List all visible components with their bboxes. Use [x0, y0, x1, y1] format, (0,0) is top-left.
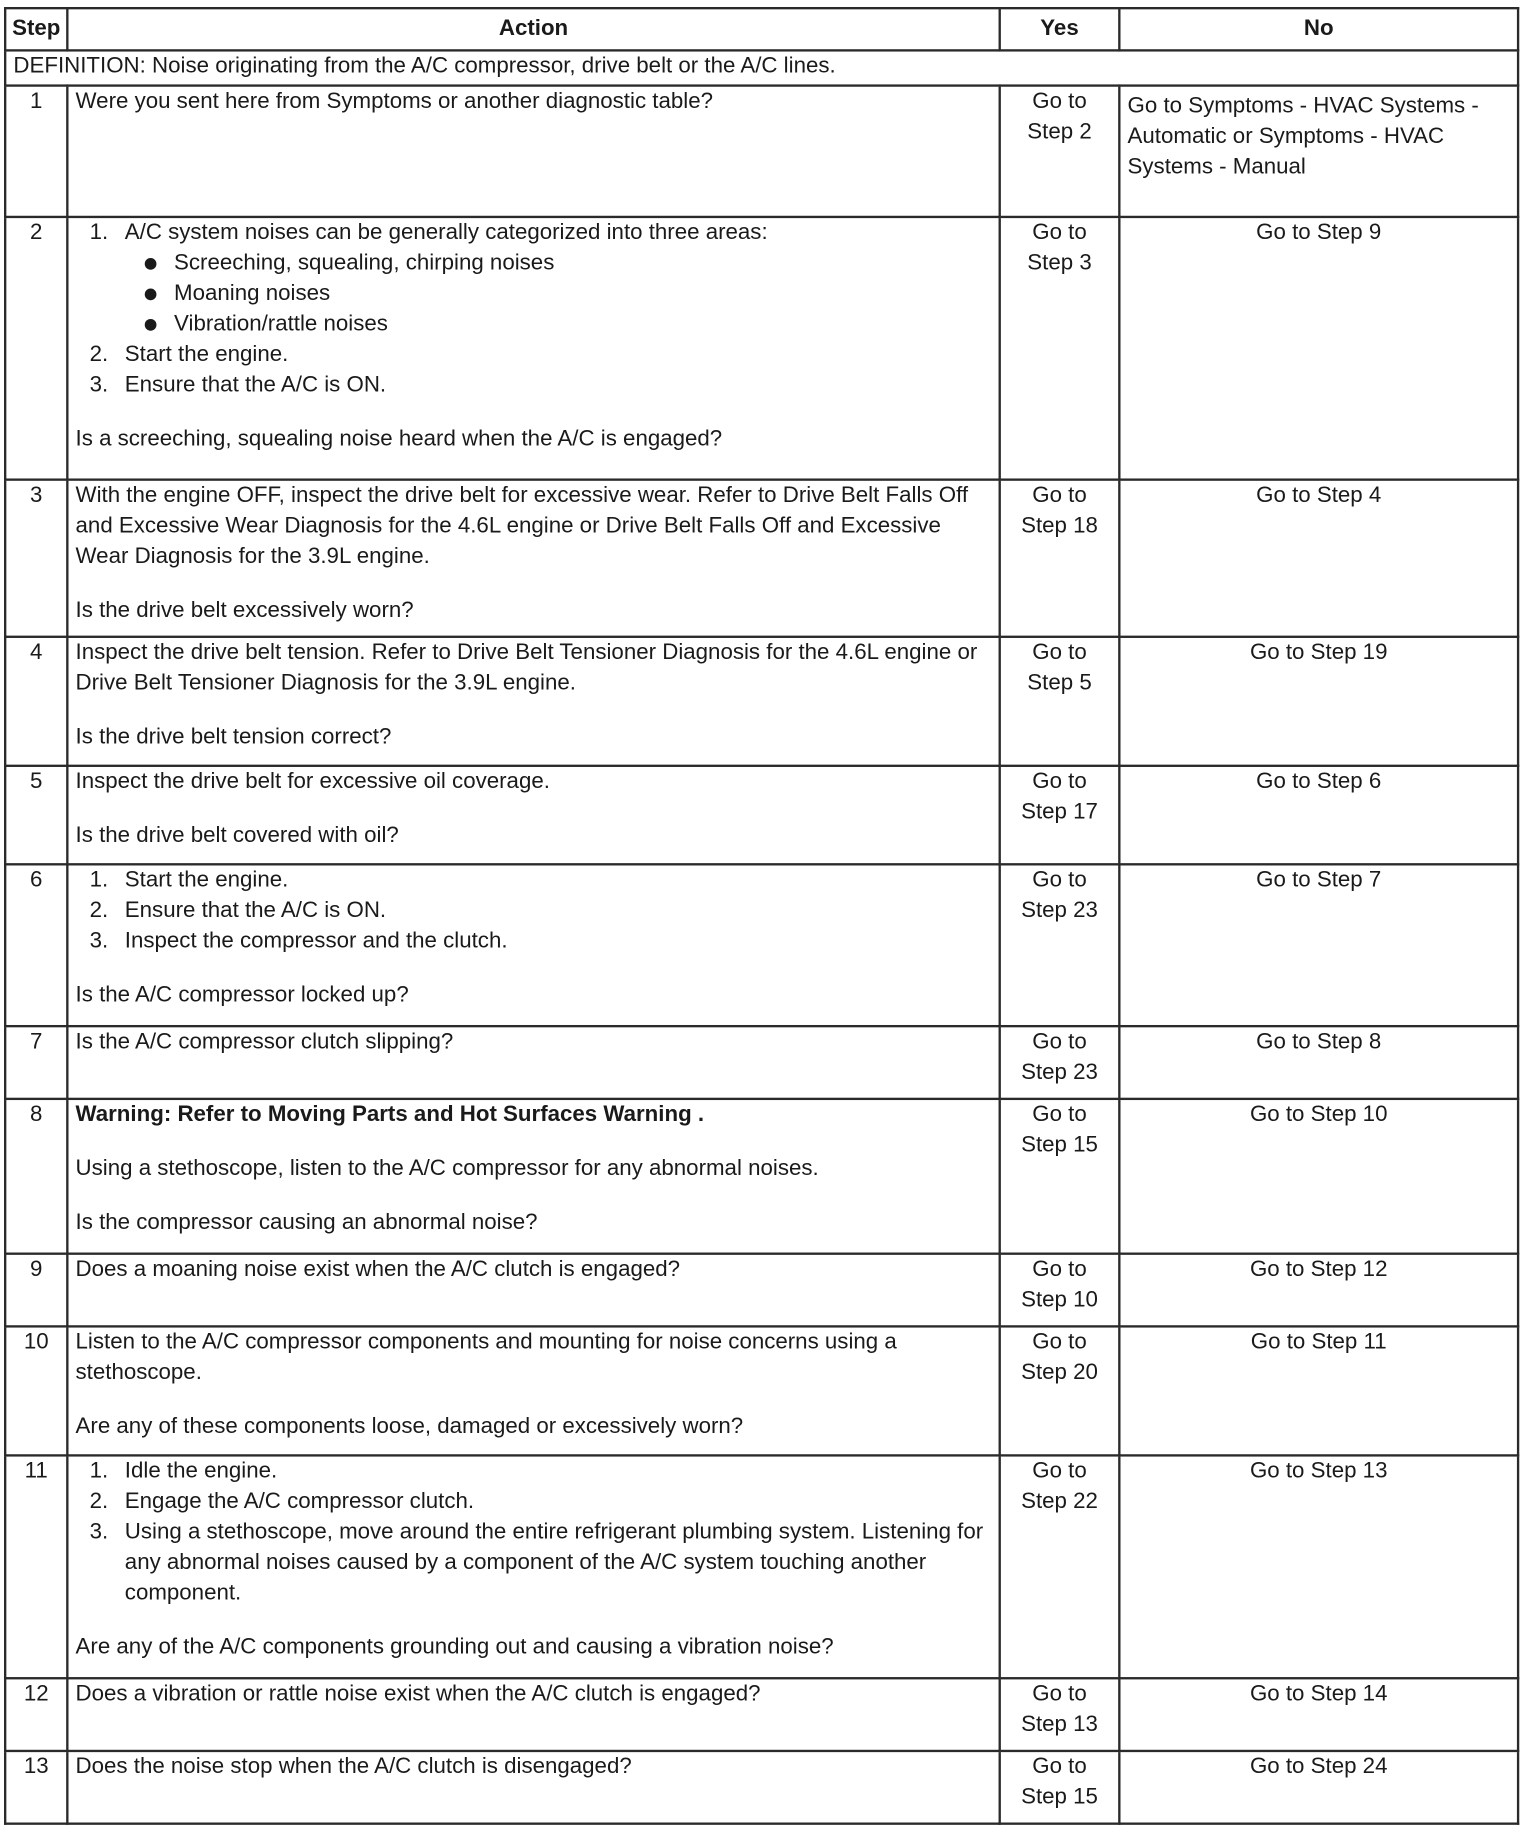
step-no: Go to Step 8 — [1119, 1026, 1518, 1099]
bullet-item: Screeching, squealing, chirping noises — [76, 249, 992, 279]
yes-line-1: Go to — [1032, 89, 1087, 114]
yes-line-1: Go to — [1032, 867, 1087, 893]
step-instruction: Using a stethoscope, listen to the A/C compressor for any abnormal noises. — [75, 1156, 819, 1181]
step-action — [67, 86, 999, 217]
step-yes — [1000, 1751, 1120, 1824]
step-action — [67, 217, 999, 480]
step-question: Are any of the A/C components grounding out and causing a vibration noise? — [75, 1634, 834, 1660]
yes-line-2: Step 23 — [1021, 1060, 1098, 1085]
yes-line-1: Go to — [1032, 1329, 1087, 1355]
step-action — [67, 864, 999, 1026]
yes-line-1: Go to — [1032, 1458, 1087, 1484]
table-row — [5, 1751, 1518, 1824]
step-action — [67, 480, 999, 637]
table-row — [5, 480, 1518, 637]
step-yes — [1000, 1326, 1120, 1455]
step-no: Go to Step 11 — [1119, 1326, 1518, 1455]
step-question: Is the drive belt excessively worn? — [75, 598, 414, 623]
step-action — [67, 1099, 999, 1254]
step-yes — [1000, 1678, 1120, 1751]
step-no: Go to Step 14 — [1119, 1678, 1518, 1751]
list-item: 1. Start the engine. — [89, 867, 289, 893]
header-step: Step — [5, 8, 67, 50]
bullet-item: Moaning noises — [76, 279, 992, 309]
step-action — [67, 1326, 999, 1455]
bullet-list — [76, 249, 992, 340]
yes-line-2: Step 3 — [1027, 250, 1092, 276]
step-question: Is the A/C compressor clutch slipping? — [75, 1029, 454, 1055]
step-action — [67, 637, 999, 766]
step-number: 9 — [5, 1254, 67, 1327]
yes-line-2: Step 23 — [1021, 898, 1098, 923]
numbered-list — [76, 1457, 992, 1609]
step-number: 4 — [5, 637, 67, 766]
step-no: Go to Step 7 — [1119, 864, 1518, 1026]
yes-line-1: Go to — [1032, 1102, 1087, 1128]
step-yes — [1000, 1254, 1120, 1327]
step-instruction: Inspect the drive belt for excessive oil coverage. — [75, 769, 550, 794]
step-number: 6 — [5, 864, 67, 1026]
list-item: 2. Engage the A/C compressor clutch. — [89, 1489, 475, 1515]
step-number: 1 — [5, 86, 67, 217]
yes-line-2: Step 15 — [1021, 1132, 1098, 1158]
list-item: 3. Inspect the compressor and the clutch. — [89, 928, 508, 954]
step-yes — [1000, 1455, 1120, 1678]
yes-line-1: Go to — [1032, 1029, 1087, 1055]
definition-row — [5, 50, 1518, 85]
numbered-list — [76, 865, 992, 956]
list-item: 2. Ensure that the A/C is ON. — [89, 898, 387, 923]
yes-line-2: Step 13 — [1021, 1712, 1098, 1737]
step-yes — [1000, 480, 1120, 637]
step-yes — [1000, 217, 1120, 480]
table-row — [5, 1326, 1518, 1455]
list-item: 1. Idle the engine. — [89, 1458, 278, 1484]
yes-line-2: Step 15 — [1021, 1784, 1098, 1810]
step-question: Is a screeching, squealing noise heard when the A/C is engaged? — [75, 426, 723, 452]
step-yes — [1000, 766, 1120, 865]
list-item: 3. Ensure that the A/C is ON. — [89, 372, 387, 398]
step-question: Does a vibration or rattle noise exist when the A/C clutch is engaged? — [75, 1681, 761, 1707]
step-number: 8 — [5, 1099, 67, 1254]
table-row — [5, 864, 1518, 1026]
step-number: 13 — [5, 1751, 67, 1824]
step-no: Go to Step 13 — [1119, 1455, 1518, 1678]
step-question: Does the noise stop when the A/C clutch is disengaged? — [75, 1754, 632, 1780]
table-row — [5, 1455, 1518, 1678]
step-no: Go to Step 24 — [1119, 1751, 1518, 1824]
table-row — [5, 1099, 1518, 1254]
definition-text: DEFINITION: Noise originating from the A/C compressor, drive belt or the A/C lines. — [5, 50, 1518, 85]
header-no: No — [1119, 8, 1518, 50]
table-row — [5, 1026, 1518, 1099]
step-question: Is the A/C compressor locked up? — [75, 982, 409, 1008]
step-yes — [1000, 86, 1120, 217]
step-yes — [1000, 864, 1120, 1026]
step-number: 12 — [5, 1678, 67, 1751]
step-no: Go to Step 6 — [1119, 766, 1518, 865]
table-row — [5, 1678, 1518, 1751]
list-item: 1. A/C system noises can be generally categorized into three areas: Screeching, squealing, chirping noises Moaning noises Vibration/rattle noises — [76, 218, 992, 340]
yes-line-1: Go to — [1032, 220, 1087, 246]
diagnostic-table-wrapper — [4, 7, 1519, 1825]
step-no: Go to Step 19 — [1119, 637, 1518, 766]
numbered-list — [76, 218, 992, 401]
list-item: 2. Start the engine. — [89, 342, 289, 368]
yes-line-2: Step 10 — [1021, 1287, 1098, 1313]
yes-line-2: Step 17 — [1021, 799, 1098, 825]
step-no: Go to Step 4 — [1119, 480, 1518, 637]
yes-line-2: Step 5 — [1027, 670, 1092, 696]
step-question: Is the drive belt tension correct? — [75, 724, 392, 750]
step-yes — [1000, 1099, 1120, 1254]
step-question: Is the drive belt covered with oil? — [75, 823, 399, 848]
table-row — [5, 217, 1518, 480]
step-action — [67, 1254, 999, 1327]
table-row — [5, 637, 1518, 766]
header-yes: Yes — [1000, 8, 1120, 50]
step-action — [67, 1751, 999, 1824]
step-yes — [1000, 637, 1120, 766]
yes-line-2: Step 2 — [1027, 119, 1092, 145]
yes-line-1: Go to — [1032, 1754, 1087, 1780]
step-question: Does a moaning noise exist when the A/C clutch is engaged? — [75, 1257, 681, 1282]
step-no: Go to Step 10 — [1119, 1099, 1518, 1254]
header-row — [5, 8, 1518, 50]
list-item: 3. Using a stethoscope, move around the entire refrigerant plumbing system. Listening for any abnormal noises caused by a component of the A/C system touching another component. — [89, 1519, 984, 1606]
yes-line-2: Step 20 — [1021, 1360, 1098, 1386]
table-row — [5, 766, 1518, 865]
step-action — [67, 1026, 999, 1099]
yes-line-1: Go to — [1032, 1681, 1087, 1707]
step-number: 10 — [5, 1326, 67, 1455]
yes-line-2: Step 22 — [1021, 1489, 1098, 1515]
step-yes — [1000, 1026, 1120, 1099]
step-number: 3 — [5, 480, 67, 637]
step-number: 11 — [5, 1455, 67, 1678]
step-instruction: Listen to the A/C compressor components and mounting for noise concerns using a stethoscope. — [75, 1329, 897, 1386]
step-action — [67, 1455, 999, 1678]
step-number: 5 — [5, 766, 67, 865]
yes-line-1: Go to — [1032, 1257, 1087, 1282]
yes-line-1: Go to — [1032, 640, 1087, 665]
step-action — [67, 766, 999, 865]
header-action: Action — [67, 8, 999, 50]
step-number: 2 — [5, 217, 67, 480]
diagnostic-table — [4, 7, 1519, 1825]
warning-text: Warning: Refer to Moving Parts and Hot Surfaces Warning . — [75, 1102, 705, 1128]
step-question: Are any of these components loose, damaged or excessively worn? — [75, 1414, 744, 1439]
step-question: Is the compressor causing an abnormal noise? — [75, 1210, 538, 1235]
yes-line-2: Step 18 — [1021, 513, 1098, 539]
step-no: Go to Step 9 — [1119, 217, 1518, 480]
step-no: Go to Step 12 — [1119, 1254, 1518, 1327]
step-no: Go to Symptoms - HVAC Systems - Automatic or Symptoms - HVAC Systems - Manual — [1119, 86, 1518, 217]
bullet-item: Vibration/rattle noises — [76, 310, 992, 340]
step-instruction: Inspect the drive belt tension. Refer to Drive Belt Tensioner Diagnosis for the 4.6L engine or Drive Belt Tensioner Diagnosis for the 3.9L engine. — [75, 640, 978, 696]
table-row — [5, 86, 1518, 217]
step-question: Were you sent here from Symptoms or another diagnostic table? — [75, 89, 714, 114]
step-instruction: With the engine OFF, inspect the drive belt for excessive wear. Refer to Drive Belt Falls Off and Excessive Wear Diagnosis for the 4.6L engine or Drive Belt Falls Off and Excessive Wear Diagnosis for the 3.9L engine. — [75, 483, 969, 569]
step-action — [67, 1678, 999, 1751]
step-number: 7 — [5, 1026, 67, 1099]
yes-line-1: Go to — [1032, 483, 1087, 508]
table-row — [5, 1254, 1518, 1327]
yes-line-1: Go to — [1032, 769, 1087, 794]
